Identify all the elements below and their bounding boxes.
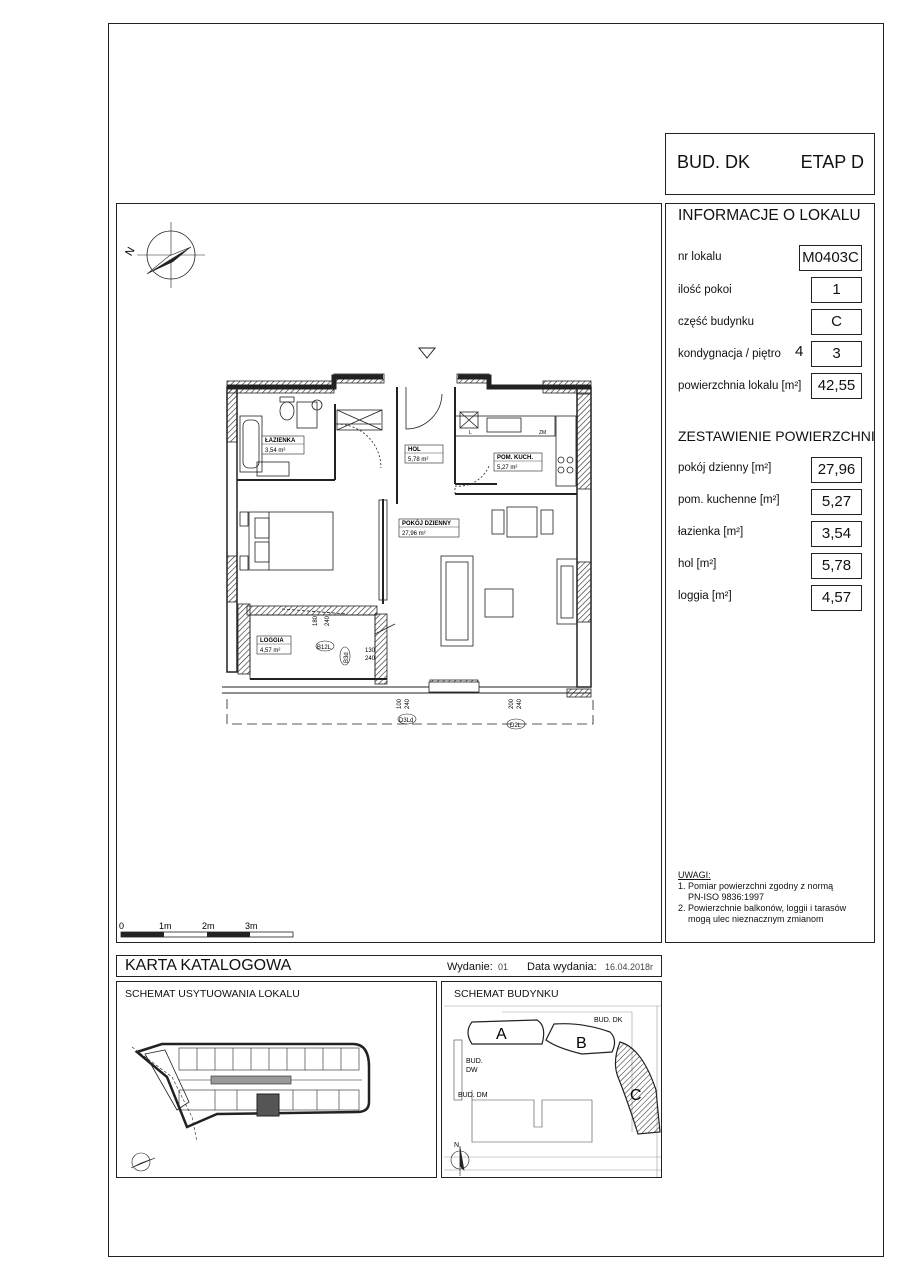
living-furniture: [441, 507, 577, 646]
fixture-label: L: [469, 430, 472, 436]
dim-label: 240: [405, 698, 411, 709]
areas-title: ZESTAWIENIE POWIERZCHNI: [678, 428, 875, 444]
location-schematic-panel: [116, 981, 437, 1178]
building-schematic-panel: [441, 981, 662, 1178]
svg-text:POKÓJ DZIENNY: POKÓJ DZIENNY: [402, 521, 452, 527]
room-label-bathroom: [262, 436, 304, 454]
note-line: mogą ulec nieznacznym zmianom: [688, 914, 824, 924]
room-label-living: [399, 519, 459, 537]
window-code: D2L: [510, 723, 522, 729]
building-c-label: C: [630, 1087, 642, 1104]
svg-text:LOGGIA: LOGGIA: [260, 638, 284, 644]
building-schematic-title: SCHEMAT BUDYNKU: [454, 988, 559, 1000]
room-label-hall: [405, 445, 443, 463]
info-value-floor: 3: [811, 341, 862, 367]
stage-label: ETAP D: [800, 152, 864, 172]
dim-label: 180: [313, 615, 319, 626]
info-label-area: powierzchnia lokalu [m²]: [678, 380, 802, 392]
compass-north-label: N: [454, 1142, 460, 1149]
svg-text:27,96 m²: 27,96 m²: [402, 531, 426, 537]
fixture-label: ZM: [539, 430, 547, 436]
svg-text:5,78 m²: 5,78 m²: [408, 457, 429, 463]
location-schematic-drawing: [117, 982, 436, 1177]
compass-icon: [451, 1146, 469, 1176]
bathroom-fixtures: [240, 397, 381, 476]
area-value-loggia: 4,57: [811, 585, 862, 611]
info-title: INFORMACJE O LOKALU: [678, 207, 861, 224]
svg-text:5,27 m²: 5,27 m²: [497, 465, 518, 471]
kitchen-fixtures: [455, 416, 576, 486]
note-line: 1. Pomiar powierzchni zgodny z normą: [678, 881, 834, 891]
floor-plan-drawing: [117, 204, 663, 944]
bud-dw-label: BUD.: [466, 1058, 483, 1065]
area-value-kitchen: 5,27: [811, 489, 862, 515]
building-a-label: A: [496, 1026, 507, 1043]
area-value-hall: 5,78: [811, 553, 862, 579]
info-value-area: 42,55: [811, 373, 862, 399]
svg-text:1m: 1m: [159, 921, 172, 931]
window-code: D3Ld: [399, 718, 414, 724]
area-label-hall: hol [m²]: [678, 558, 717, 570]
note-line: 2. Powierzchnie balkonów, loggii i tarasów: [678, 903, 847, 913]
building-b-label: B: [576, 1035, 587, 1052]
dim-label: 200: [509, 698, 515, 709]
building-schematic-drawing: [442, 982, 661, 1177]
notes-title: UWAGI:: [678, 870, 711, 880]
compass-icon: [131, 1153, 155, 1171]
info-label-floor: kondygnacja / piętro: [678, 348, 781, 360]
compass-icon: [123, 222, 205, 288]
info-value-part: C: [811, 309, 862, 335]
dim-label: 240: [325, 615, 331, 626]
notes: [678, 870, 846, 925]
info-value-rooms: 1: [811, 277, 862, 303]
room-label-kitchen: [494, 453, 542, 471]
svg-text:4,57 m²: 4,57 m²: [260, 648, 281, 654]
svg-text:2m: 2m: [202, 921, 215, 931]
area-value-living: 27,96: [811, 457, 862, 483]
svg-text:3,54 m²: 3,54 m²: [265, 448, 286, 454]
floor-plan-panel: [116, 203, 662, 943]
bud-dw-label: DW: [466, 1067, 478, 1074]
info-value-storey: 4: [795, 343, 804, 360]
compass-north-label: N: [123, 245, 138, 259]
catalog-header: [116, 955, 662, 977]
svg-text:0: 0: [119, 921, 125, 931]
dim-label: 240: [517, 698, 523, 709]
info-label-part: część budynku: [678, 316, 755, 328]
bud-dk-label: BUD. DK: [594, 1017, 623, 1024]
dim-label: 130: [365, 648, 376, 654]
bed-icon: [240, 512, 333, 570]
catalog-title: KARTA KATALOGOWA: [125, 957, 292, 974]
svg-text:HOL: HOL: [408, 447, 421, 453]
area-label-living: pokój dzienny [m²]: [678, 462, 772, 474]
note-line: PN-ISO 9836:1997: [688, 892, 765, 902]
window-code: B3d: [344, 652, 350, 663]
svg-text:ŁAZIENKA: ŁAZIENKA: [265, 438, 296, 444]
dim-label: 100: [397, 698, 403, 709]
area-label-loggia: loggia [m²]: [678, 590, 732, 602]
info-panel: [665, 203, 875, 943]
hall-details: [337, 387, 489, 494]
info-label-rooms: ilość pokoi: [678, 284, 732, 296]
building-label: BUD. DK: [677, 152, 751, 172]
room-label-loggia: [257, 636, 291, 654]
edition-label: Wydanie:: [447, 961, 493, 973]
window-code: B12L: [317, 645, 332, 651]
area-label-kitchen: pom. kuchenne [m²]: [678, 494, 780, 506]
location-schematic-title: SCHEMAT USYTUOWANIA LOKALU: [125, 988, 300, 1000]
area-value-bathroom: 3,54: [811, 521, 862, 547]
bud-dm-label: BUD. DM: [458, 1092, 488, 1099]
edition-value: 01: [498, 962, 509, 972]
svg-text:3m: 3m: [245, 921, 258, 931]
header-box: [665, 133, 875, 195]
date-label: Data wydania:: [527, 961, 597, 973]
area-label-bathroom: łazienka [m²]: [678, 526, 744, 538]
svg-text:POM. KUCH.: POM. KUCH.: [497, 455, 533, 461]
info-label-unit: nr lokalu: [678, 251, 722, 263]
dim-label: 240: [365, 656, 376, 662]
info-value-unit: M0403C: [799, 245, 862, 271]
entrance-marker-icon: [419, 348, 435, 358]
scale-bar: [119, 921, 293, 937]
date-value: 16.04.2018r: [605, 962, 654, 972]
